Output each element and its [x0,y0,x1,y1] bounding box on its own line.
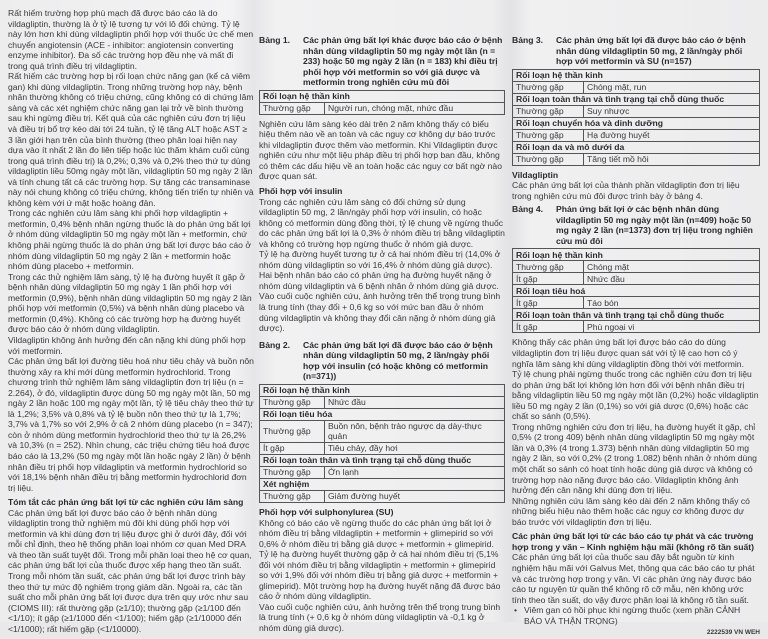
table-2 [259,384,505,503]
paragraph-liver: Rất hiếm các trường hợp bị rối loạn chức năng gan (kể cả viêm gan) khi dùng vildagliptin. Trong những trường hợp này, bệnh nhân thường không có triệu chứng, cũng không có di chứng lâm sàng và các xét nghiệm chức năng gan lại trở về bình thường sau khi ngừng điều trị. Kết quả của các nghiên cứu đơn trị liệu và điều trị bổ trợ kéo dài tới 24 tuần, tỷ lệ tăng ALT hoặc AST ≥ 3 lần giới hạn trên của bình thường (theo phân loại hiện nay dựa vào ít nhất 2 lần đo liên tiếp hoặc lúc thăm khám cuối cùng trong quá trình điều trị) là 0,2%; 0,3% và 0,2% theo thứ tự dùng vildagliptin liều 50mg ngày một lần, vildagliptin 50 mg ngày 2 lần và tính chung tất cả các trường hợp. Sự tăng các transaminase này nói chung không có triệu chứng, không tiến triển tự nhiên và không kèm với ứ mật hoặc hoàng đản. [8,71,254,208]
effects-cell: Phù ngoại vi [584,321,760,333]
table-2-number: Bảng 2. [259,339,291,350]
table-1-title: Các phản ứng bất lợi khác được báo cáo ở bệnh nhân dùng vildagliptin 50 mg ngày một lần (n = 233) hoặc 50 mg ngày 2 lần (n = 183) khi điều trị phối hợp với metformin so với giả dược và metformin trong nghiên cứu mù đôi [303,35,503,88]
table-group-row [260,384,505,396]
after-table-4-paragraph-4: Những nghiên cứu lâm sàng kéo dài đến 2 năm không thấy có những biểu hiệu nào thêm hoặc các nguy cơ không được dự báo trước với vildagliptin đơn trị liệu. [512,495,750,527]
effects-cell: Chóng mặt, run [584,81,760,93]
group-name: Rối loạn tiêu hoá [513,285,760,297]
table-group-row [513,69,760,81]
document-code: 2222539 VN WEH [706,629,760,637]
table-row [260,396,505,408]
table-row [513,105,760,117]
group-name: Rối loạn chuyển hóa và dinh dưỡng [513,117,760,129]
group-name: Rối loạn hệ thần kinh [513,69,760,81]
effects-cell: Táo bón [584,297,760,309]
table-1-number: Bảng 1. [259,35,291,45]
table-group-row [513,93,760,105]
frequency-cell: Thường gặp [260,466,325,478]
table-group-row [513,285,760,297]
effects-cell: Giảm đường huyết [325,490,505,502]
table-group-row [260,454,505,466]
table-3-title: Các phản ứng bất lợi đã được báo cáo ở bệnh nhân dùng vildagliptin 50 mg, 2 lần/ngày phối hợp với metformin và SU (n=157) [556,35,746,67]
column-1 [8,8,254,634]
after-table-4-paragraph-1: Không thấy các phản ứng bất lợi được báo cáo do dùng vildagliptin đơn trị liệu được quan sát với tỷ lệ cao hơn có ý nghĩa lâm sàng khi dùng vildagliptin đồng thời với metformin. [512,337,744,369]
frequency-cell: Ít gặp [513,297,584,309]
table-row [513,153,760,165]
table-3-caption [512,35,760,67]
group-name: Rối loạn toàn thân và tình trạng tại chỗ dùng thuốc [513,93,760,105]
paragraph-angioedema: Rất hiếm trường hợp phù mạch đã được báo cáo là do vildagliptin, thường là ở tỷ lệ tương tự với lô đối chứng. Tỷ lệ này lớn hơn khi dùng vildagliptin phối hợp với thuốc ức chế men chuyển angiotensin (ACE - inhibitor: angiotensin converting enzyme inhibitor). Đa số các trường hợp đều nhẹ và mất đi trong quá trình điều trị vildagliptin. [8,8,254,71]
bullet-icon: • [514,605,518,616]
table-row [513,261,760,273]
postmarketing-heading: Các phản ứng bất lợi từ các báo cáo tự phát và các trường hợp trong y văn – Kinh nghiệm hậu mãi (không rõ tần suất) [512,531,754,552]
frequency-cell: Thường gặp [513,105,584,117]
frequency-cell: Ít gặp [260,442,325,454]
summary-text: Các phản ứng bất lợi được báo cáo ở bệnh nhân dùng vildagliptin trong thử nghiệm mù đôi khi dùng phối hợp với metformin và khi dùng đơn trị liệu được ghi ở dưới đây, đối với mỗi chỉ định, theo hệ thống phân loại nhóm cơ quan Med DRA và theo tần suất tuyệt đối. Trong mỗi phân loại theo hệ cơ quan, các phản ứng bất lợi của thuốc được xếp hạng theo tần suất. Trong mỗi nhóm tần suất, các phản ứng bất lợi được trình bày theo thứ tự mức độ nghiêm trọng giảm dần. Ngoài ra, các tần suất cho mỗi phản ứng bất lợi được dựa trên quy ước như sau (CIOMS III): rất thường gặp (≥1/10); thường gặp (≥1/100 đến <1/10); ít gặp (≥1/1000 đến <1/100); hiếm gặp (≥1/10000 đến <1/1000); rất hiếm gặp (<1/10000). [8,507,252,634]
table-group-row [513,249,760,261]
effects-cell: Ớn lạnh [325,466,505,478]
table-row [513,321,760,333]
table-2-title: Các phản ứng bất lợi đã được báo cáo ở bệnh nhân dùng vildagliptin 50 mg, 2 lần/ngày phối hợp với insulin (có hoặc không có metformin (n=371)) [303,339,493,382]
paragraph-after-table-1: Nghiên cứu lâm sàng kéo dài trên 2 năm không thấy có biểu hiệu thêm nào về an toàn và các nguy cơ không dự báo trước khi vildagliptin được thêm vào metformin. Khi Vildagliptin được nghiên cứu như một liệu pháp điều trị phối hợp ban đầu, không có thêm các dấu hiệu về an toàn hoặc các nguy cơ bất ngờ nào được quan sát. [259,118,502,182]
group-name: Rối loạn toàn thân và tình trạng tại chỗ dùng thuốc [260,454,505,466]
table-row [260,442,505,454]
effects-cell: Hạ đường huyết [584,129,760,141]
table-row [260,490,505,502]
table-4 [512,248,760,333]
bullet-text: Viêm gan có hồi phục khi ngừng thuốc (xem phần CẢNH BÁO VÀ THẬN TRỌNG) [524,605,741,626]
frequency-cell: Thường gặp [513,129,584,141]
paragraph-hypoglycemia: Trong các thử nghiệm lâm sàng, tỷ lệ hạ đường huyết ít gặp ở bệnh nhân dùng vildagliptin 50 mg ngày 1 lần phối hợp với metformin (0,9%), bệnh nhân dùng vildagliptin 50 mg ngày 2 lần phối hợp với metformin (0,5%) và bệnh nhân dùng placebo và metformin (0,4%). Không có các trường hợp hạ đường huyết được báo cáo ở nhóm dùng vildagliptin. [8,271,252,335]
effects-cell: Buồn nôn, bệnh trào ngược dạ dày-thực quản [325,420,505,442]
table-3-number: Bảng 3. [512,35,544,45]
effects-cell: Tăng tiết mồ hôi [584,153,760,165]
effects-cell: Chóng mặt [584,261,760,273]
paragraph-gi: Các phản ứng bất lợi đường tiêu hoá như tiêu chảy và buồn nôn thường xảy ra khi mới dùng metformin hydrochlorid. Trong chương trình thử nghiệm lâm sàng vildagliptin đơn trị liệu (n = 2.264), ở đó, vildagliptin được dùng 50 mg ngày một lần, 50 mg ngày 2 lần hoặc 100 mg ngày một lần, tỷ lệ tiêu chảy theo thứ tự là 1,2%; 3,5% và 0,8% và tỷ lệ buồn nôn theo thứ tự là 1,7%; 3,7% và 1,7% so với 2,9% ở cả 2 nhóm dùng placebo (n = 347); còn ở nhóm dùng metformin hydrochlorid theo thứ tự là 26,2% và 10,3% (n = 252). Nhìn chung, các triệu chứng tiêu hoá được báo cáo là 13,2% (50 mg ngày một lần hoặc ngày 2 lần) ở bệnh nhân điều trị phối hợp vildagliptin và metformin hydrochlorid so với 18,1% bệnh nhân điều trị bằng metformin hydrochlorid đơn trị liệu. [8,356,254,493]
table-group-row [260,408,505,420]
table-4-title: Phản ứng bất lợi ở các bệnh nhân dùng vildagliptin 50 mg ngày một lần (n=409) hoặc 50 mg ngày 2 lần (n=1373) đơn trị liệu trong nghiên cứu mù đôi [556,204,753,246]
group-name: Rối loạn hệ thần kinh [513,249,760,261]
table-group-row [513,141,760,153]
column-2 [259,35,505,634]
effects-cell: Nhức đầu [584,273,760,285]
effects-cell: Suy nhược [584,105,760,117]
table-row [513,129,760,141]
table-2-caption [259,340,505,382]
table-1 [259,90,505,115]
insulin-paragraph-2: Tỷ lệ hạ đường huyết tương tự ở cả hai nhóm điều trị (14,0% ở nhóm dùng vildagliptin so với 16,4% ở nhóm dùng giả dược). Hai bệnh nhân báo cáo có phản ứng hạ đường huyết nặng ở nhóm dùng vildagliptin và 6 bệnh nhân ở nhóm dùng giả dược. [259,249,501,291]
frequency-cell: Thường gặp [260,420,325,442]
frequency-cell: Thường gặp [260,396,325,408]
table-row [513,81,760,93]
table-row [260,420,505,442]
table-group-row [260,90,505,102]
frequency-cell: Thường gặp [513,81,584,93]
insulin-paragraph-3: Vào cuối cuộc nghiên cứu, ảnh hưởng trên thể trọng trung bình là trung tính (thay đổi + 0,6 kg so với mức ban đầu ở nhóm dùng vildagliptin và không thay đổi cân nặng ở nhóm dùng giả dược). [259,291,501,334]
frequency-cell: Thường gặp [513,261,584,273]
table-group-row [260,478,505,490]
group-name: Rối loạn hệ thần kinh [260,90,505,102]
group-name: Xét nghiệm [260,478,505,490]
group-name: Rối loạn da và mô dưới da [513,141,760,153]
group-name: Rối loạn tiêu hóa [260,408,505,420]
postmarketing-text: Các phản ứng bất lợi của thuốc sau đây bắt nguồn từ kinh nghiệm hậu mãi với Galvus Met, thông qua các báo cáo tự phát và các trường hợp trong y văn. Vì các phản ứng này được báo cáo tự nguyện từ quần thể không rõ cỡ mẫu, nên không ước tính theo tần suất, do vậy được phân loại là không rõ tần suất. [512,552,755,605]
after-table-4-paragraph-2: Tỷ lệ chung phải ngừng thuốc trong các nghiên cứu đơn trị liệu do phản ứng bất lợi không lớn hơn đối với bệnh nhân điều trị bằng vildagliptin liều 50 mg ngày một lần (0,2%) hoặc vildagliptin liều 50 mg ngày 2 lần (0,1%) so với giả dược (0,6%) hoặc các chất so sánh (0,5%). [512,369,759,422]
insulin-paragraph-1: Trong các nghiên cứu lâm sàng có đối chứng sử dụng vildagliptin 50 mg, 2 lần/ngày phối hợp với insulin, có hoặc không có metformin dùng đồng thời, tỷ lệ chung về ngừng thuốc do các phản ứng bất lợi là 0,3% ở nhóm điều trị bằng vildagliptin và không có trường hợp ngừng thuốc ở nhóm giả dược. [259,196,505,249]
table-group-row [513,309,760,321]
table-4-caption [512,204,760,246]
table-row [260,102,505,114]
table-row [513,273,760,285]
frequency-cell: Ít gặp [513,321,584,333]
table-row [513,297,760,309]
table-1-caption [259,35,505,88]
su-paragraph-2: Tỷ lệ hạ đường huyết thường gặp ở cả hai nhóm điều trị (5,1% đối với nhóm điều trị bằng vildagliptin + metformin + glimepirid so với 1,9% đối với nhóm điều trị bằng giả dược + metformin + glimepirid). Một trường hợp hạ đường huyết nặng đã được báo cáo ở nhóm dùng vildagliptin. [259,549,501,602]
table-4-number: Bảng 4. [512,204,544,215]
su-paragraph-1: Không có báo cáo về ngừng thuốc do các phản ứng bất lợi ở nhóm điều trị bằng vildagliptin + metformin + glimepirid so với 0,6% ở nhóm điều trị bằng giả dược + metformin + glimepirid. [259,517,494,549]
table-3 [512,69,760,166]
after-table-4-paragraph-3: Trong những nghiên cứu đơn trị liệu, hạ đường huyết ít gặp, chỉ 0,5% (2 trong 409) bệnh nhân dùng vildagliptin 50 mg ngày một lần và 0,3% (4 trong 1.373) bệnh nhân dùng vildagliptin 50 mg ngày 2 lần, so với 0,2% (2 trong 1.082) bệnh nhân ở nhóm dùng một chất so sánh có hoạt tính hoặc dùng giả dược và không có trường hợp nào nặng được báo cáo. Vildagliptin không ảnh hưởng đến cân nặng khi dùng đơn trị liệu. [512,421,757,496]
paragraph-metformin-discontinuation: Trong các nghiên cứu lâm sàng khi phối hợp vildagliptin + metformin, 0,4% bệnh nhân ngừng thuốc là do phản ứng bất lợi ở nhóm dùng vildagliptin 50 mg ngày một lần + metformin, chứ không phải ngừng thuốc là do phản ứng bất lợi được báo cáo ở nhóm dùng vildagliptin 50 mg ngày 2 lần + metformin hoặc nhóm dùng placebo + metformin. [8,208,251,272]
bullet-item [512,605,760,626]
insulin-heading: Phối hợp với insulin [259,186,343,197]
frequency-cell: Thường gặp [260,102,325,114]
group-name: Rối loạn hệ thần kinh [260,384,505,396]
effects-cell: Nhức đầu [325,396,505,408]
frequency-cell: Thường gặp [513,153,584,165]
effects-cell: Tiêu chảy, đầy hơi [325,442,505,454]
vildagliptin-heading: Vildagliptin [512,169,559,180]
summary-heading: Tóm tắt các phản ứng bất lợi từ các nghiên cứu lâm sàng [8,497,244,508]
column-3 [512,35,760,639]
table-row [260,466,505,478]
su-heading: Phối hợp với sulphonylurea (SU) [259,506,394,517]
effects-cell: Người run, chóng mặt, nhức đầu [325,102,505,114]
su-paragraph-3: Vào cuối cuộc nghiên cứu, ảnh hưởng trên thể trọng trung bình là trung tính (+ 0,6 kg ở nhóm dùng vildagliptin và -0,1 kg ở nhóm dùng giả dược). [259,601,501,633]
vildagliptin-text: Các phản ứng bất lợi của thành phần vildagliptin đơn trị liệu trong nghiên cứu mù đôi được trình bày ở bảng 4. [512,180,740,201]
frequency-cell: Thường gặp [260,490,325,502]
frequency-cell: Ít gặp [513,273,584,285]
paragraph-weight: Vildagliptin không ảnh hưởng đến cân nặng khi dùng phối hợp với metformin. [8,334,246,356]
group-name: Rối loạn toàn thân và tình trạng tại chỗ dùng thuốc [513,309,760,321]
table-group-row [513,117,760,129]
